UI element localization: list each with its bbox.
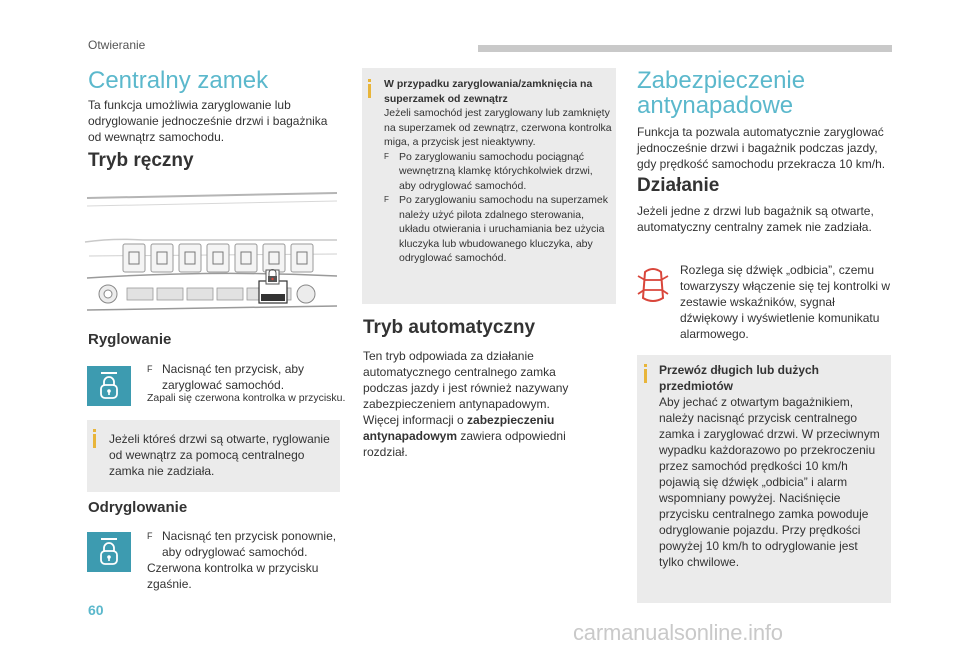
superlock-note-bullet-1: F Po zaryglowaniu samochodu pociągnąć wewnętrzną klamkę którychkolwiek drzwi, aby odryglować samochód. bbox=[384, 150, 593, 192]
watermark: carmanualsonline.info bbox=[573, 620, 783, 645]
unlocking-indicator-text: Czerwona kontrolka w przycisku zgaśnie. bbox=[147, 561, 319, 591]
bullet-marker: F bbox=[147, 364, 153, 374]
bullet-marker: F bbox=[384, 151, 389, 161]
operation-text: Jeżeli jedne z drzwi lub bagażnik są otwarte, automatyczny centralny zamek nie zadziała. bbox=[637, 204, 874, 234]
manual-mode-title: Tryb ręczny bbox=[88, 150, 194, 171]
padlock-icon bbox=[87, 532, 131, 572]
locking-step: F Nacisnąć ten przycisk, aby zaryglować samochód. bbox=[147, 362, 305, 392]
intro-text: Ta funkcja umożliwia zaryglowanie lub odryglowanie jednocześnie drzwi i bagażnika od wewnątrz samochodu. bbox=[88, 98, 328, 144]
info-note-box bbox=[87, 420, 340, 492]
locking-title: Ryglowanie bbox=[88, 331, 172, 348]
auto-mode-text: Ten tryb odpowiada za działanie automatycznego centralnego zamka podczas jazdy i jest również nazywany zabezpieczeniem antynapadowym. Więcej informacji o zabezpieczeniu antynapadowym zawiera odpowiedni rozdział. bbox=[363, 349, 569, 459]
anti-theft-intro: Funkcja ta pozwala automatycznie zaryglować jednocześnie drzwi i bagażnik podczas jazdy, gdy prędkość samochodu przekracza 10 km/h. bbox=[637, 125, 886, 171]
info-icon bbox=[368, 84, 371, 98]
superlock-note-content bbox=[384, 77, 612, 266]
superlock-note-bullet-2: F Po zaryglowaniu samochodu na superzamek należy użyć pilota zdalnego sterowania, układu otwierania i uruchamiania bez użycia kluczyka lub wbudowanego kluczyka, aby odryglować samochód. bbox=[384, 194, 608, 264]
info-icon bbox=[644, 369, 647, 383]
info-note-text: Jeżeli któreś drzwi są otwarte, ryglowanie od wewnątrz za pomocą centralnego zamka nie zadziała. bbox=[109, 432, 330, 478]
operation-title: Działanie bbox=[637, 175, 720, 196]
unlocking-title: Odryglowanie bbox=[88, 499, 188, 516]
superlock-note-body: Jeżeli samochód jest zaryglowany lub zamknięty na superzamek od zewnątrz, czerwona kontrolka miga, a przycisk jest nieaktywny. bbox=[384, 107, 612, 148]
door-open-warning-icon bbox=[635, 264, 671, 308]
info-icon bbox=[93, 434, 96, 448]
page-number: 60 bbox=[88, 602, 104, 618]
warning-text: Rozlega się dźwięk „odbicia”, czemu towarzyszy włączenie się tej kontrolki w zestawie wskaźników, sygnał dźwiękowy i wyświetlenie komunikatu alarmowego. bbox=[680, 263, 891, 341]
long-objects-note-content bbox=[659, 362, 885, 570]
button-panel-illustration bbox=[83, 186, 341, 316]
long-objects-note-body: Aby jechać z otwartym bagażnikiem, należy nacisnąć przycisk centralnego zamka i zaryglować drzwi. W przeciwnym wypadku każdorazowo po przekroczeniu przez samochód prędkości 10 km/h pojawią się dźwięk „odbicia” i alarm wspomniany powyżej. Naciśnięcie przycisku centralnego zamka powoduje odryglowanie pojazdu. Przy prędkości powyżej 10 km/h to odryglowanie jest tylko chwilowe. bbox=[659, 395, 880, 569]
unlock-button-icon-tile bbox=[87, 532, 131, 572]
page-title: Centralny zamek bbox=[88, 67, 269, 94]
lock-button-icon-tile bbox=[87, 366, 131, 406]
padlock-icon bbox=[87, 366, 131, 406]
section-label: Otwieranie bbox=[88, 38, 146, 52]
bullet-marker: F bbox=[384, 195, 389, 204]
superlock-note-title: W przypadku zaryglowania/zamknięcia na superzamek od zewnątrz bbox=[384, 78, 593, 105]
long-objects-note-title: Przewóz długich lub dużych przedmiotów bbox=[659, 363, 820, 393]
superlock-note-box bbox=[362, 68, 616, 304]
unlocking-step: F Nacisnąć ten przycisk ponownie, aby odryglować samochód. bbox=[147, 529, 337, 559]
bullet-marker: F bbox=[147, 531, 153, 541]
header-bar bbox=[478, 45, 892, 52]
auto-mode-title: Tryb automatyczny bbox=[363, 317, 536, 338]
anti-theft-title: Zabezpieczenie antynapadowe bbox=[637, 67, 806, 119]
long-objects-note-box bbox=[637, 355, 891, 603]
locking-indicator-text: Zapali się czerwona kontrolka w przycisku. bbox=[147, 392, 346, 404]
